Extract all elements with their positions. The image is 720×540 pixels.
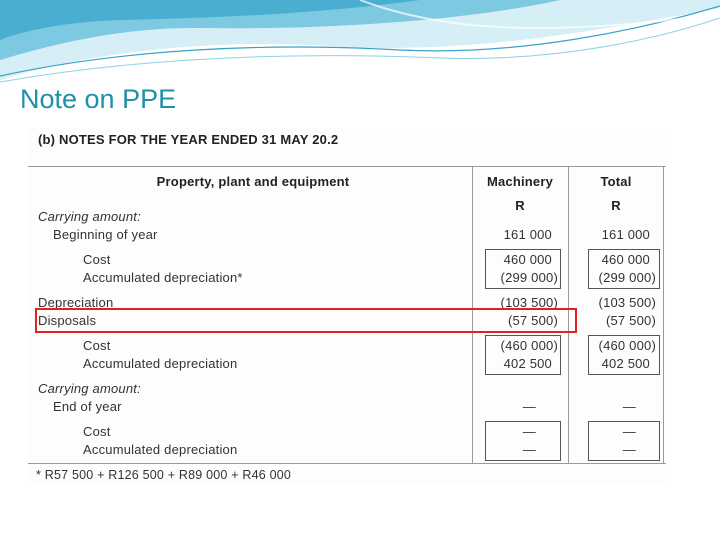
machinery-value: —: [522, 424, 536, 439]
machinery-value: —: [522, 399, 536, 414]
machinery-value: (299 000): [500, 270, 558, 285]
row-label: Accumulated depreciation: [83, 442, 238, 457]
machinery-value: (460 000): [500, 338, 558, 353]
footnote: * R57 500 + R126 500 + R89 000 + R46 000: [36, 468, 292, 482]
total-value: —: [622, 399, 636, 414]
total-value: 460 000: [601, 252, 650, 267]
row-label: Cost: [83, 338, 111, 353]
ppe-note-document: [28, 128, 666, 484]
disposals-highlight: [35, 308, 577, 333]
total-disposal-box: [588, 335, 660, 375]
total-value: (57 500): [605, 313, 656, 328]
machinery-value: (103 500): [500, 295, 558, 310]
row-label: Cost: [83, 424, 111, 439]
total-value: —: [622, 424, 636, 439]
total-opening-box: [588, 249, 660, 289]
slide-title: Note on PPE: [20, 84, 177, 114]
table-top-rule: [28, 166, 666, 167]
total-value: (299 000): [598, 270, 656, 285]
total-value: —: [622, 442, 636, 457]
total-closing-box: [588, 421, 660, 461]
machinery-value: 460 000: [503, 252, 552, 267]
row-label: Carrying amount:: [38, 381, 141, 396]
row-label: Beginning of year: [53, 227, 158, 242]
currency-total: R: [611, 198, 621, 213]
total-value: (460 000): [598, 338, 656, 353]
row-label: Accumulated depreciation: [83, 356, 238, 371]
column-divider-3: [663, 166, 664, 463]
note-heading: (b) NOTES FOR THE YEAR ENDED 31 MAY 20.2: [38, 132, 339, 147]
header-machinery: Machinery: [486, 174, 554, 189]
machinery-value: (57 500): [507, 313, 558, 328]
machinery-value: 161 000: [503, 227, 552, 242]
row-label: Disposals: [38, 313, 97, 328]
machinery-value: 402 500: [503, 356, 552, 371]
row-label: Accumulated depreciation*: [83, 270, 243, 285]
header-total: Total: [600, 174, 632, 189]
total-value: (103 500): [598, 295, 656, 310]
row-label: Depreciation: [38, 295, 114, 310]
total-value: 161 000: [601, 227, 650, 242]
currency-machinery: R: [515, 198, 525, 213]
machinery-closing-box: [485, 421, 561, 461]
machinery-opening-box: [485, 249, 561, 289]
table-bottom-rule: [28, 463, 666, 464]
row-label: End of year: [53, 399, 122, 414]
total-value: 402 500: [601, 356, 650, 371]
machinery-disposal-box: [485, 335, 561, 375]
row-label: Cost: [83, 252, 111, 267]
table-title: Property, plant and equipment: [156, 174, 350, 189]
header-wave-decoration: [0, 0, 720, 95]
row-label: Carrying amount:: [38, 209, 141, 224]
machinery-value: —: [522, 442, 536, 457]
